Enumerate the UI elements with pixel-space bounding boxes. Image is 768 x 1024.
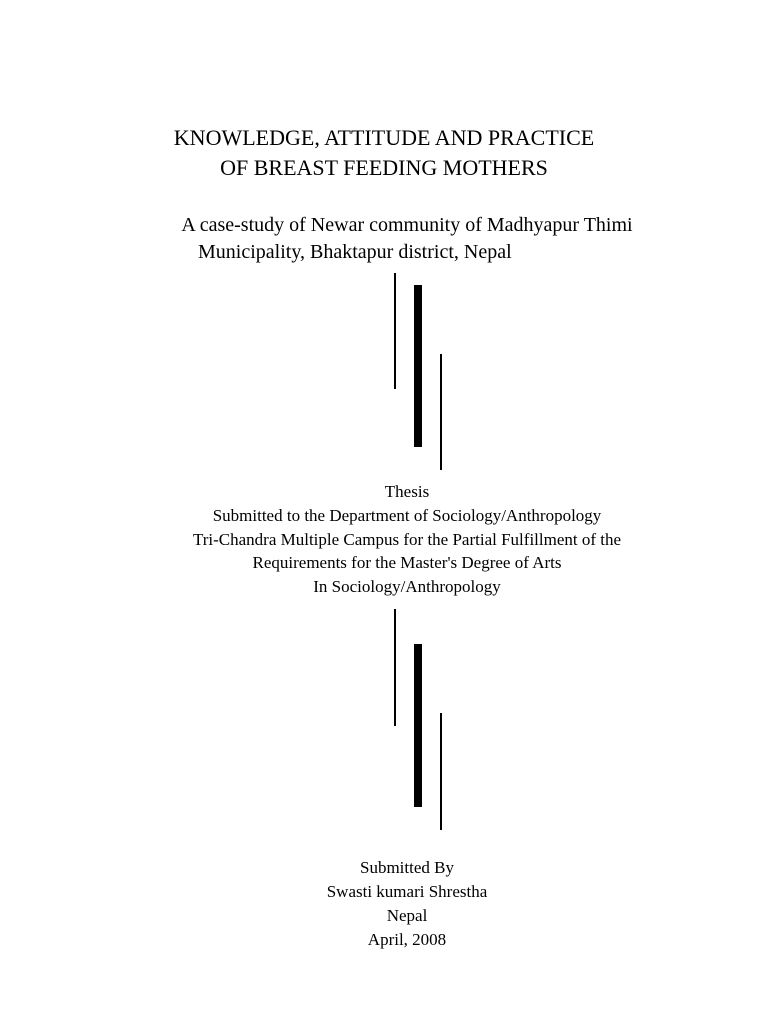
divider-bar-center (414, 285, 422, 447)
title-line-1: KNOWLEDGE, ATTITUDE AND PRACTICE (173, 125, 595, 150)
thesis-field: In Sociology/Anthropology (313, 577, 501, 597)
author-name: Swasti kumari Shrestha (326, 882, 488, 901)
thesis-label: Thesis (384, 482, 430, 501)
subtitle-line-1: A case-study of Newar community of Madhyapur Thimi (181, 214, 633, 236)
divider-bar-center (414, 644, 422, 807)
submitted-by-label: Submitted By (360, 858, 454, 877)
divider-bar-right (440, 713, 442, 830)
divider-bar-left (394, 609, 396, 726)
divider-bar-right (440, 354, 442, 470)
title-line-2: OF BREAST FEEDING MOTHERS (220, 155, 548, 180)
thesis-degree: Requirements for the Master's Degree of Arts (252, 553, 562, 573)
author-country: Nepal (386, 906, 428, 925)
document-subtitle (0, 212, 768, 263)
divider-bar-left (394, 273, 396, 389)
submission-info (0, 856, 768, 952)
thesis-statement (0, 480, 768, 599)
document-title (0, 123, 768, 183)
thesis-department: Submitted to the Department of Sociology/Anthropology (212, 505, 602, 525)
subtitle-line-2: Municipality, Bhaktapur district, Nepal (198, 241, 512, 263)
thesis-campus: Tri-Chandra Multiple Campus for the Partial Fulfillment of the (192, 529, 622, 549)
submission-date: April, 2008 (367, 930, 447, 949)
